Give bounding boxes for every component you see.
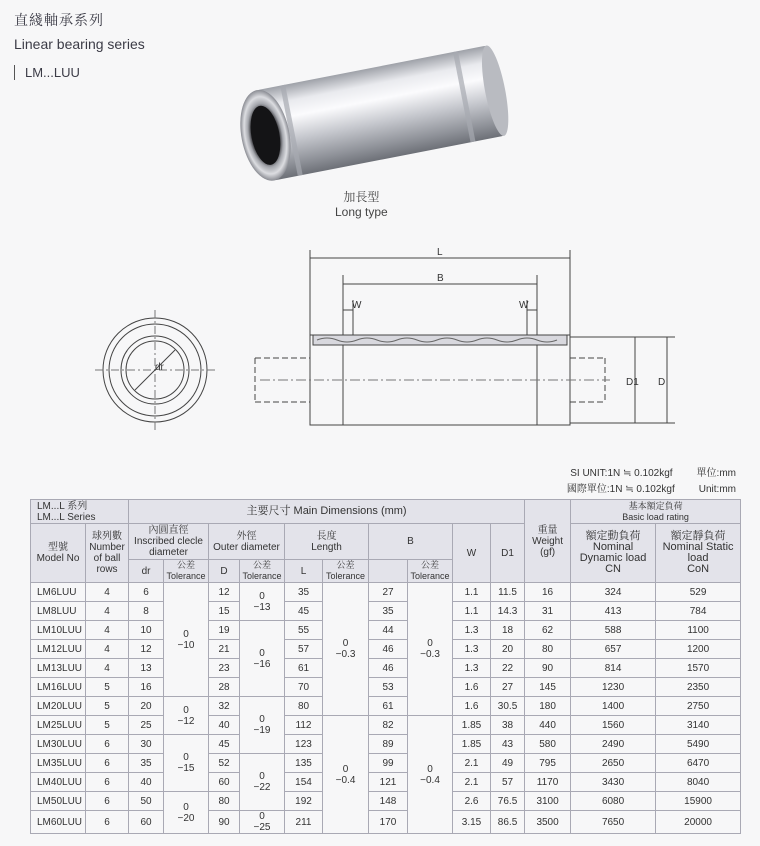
- header-static-load: 額定靜負荷 Nominal Static load CoN: [656, 524, 741, 583]
- tol-inner-2: 0 −12: [164, 697, 209, 735]
- tol-outer-2: 0 −16: [240, 621, 285, 697]
- tol-inner-4: 0 −20: [164, 792, 209, 834]
- header-L: L: [285, 560, 323, 583]
- table-row: LM35LUU 6 35 52 0 −22 135 99 2.1 49 795 2650 6470: [31, 754, 741, 773]
- title-english: Linear bearing series: [14, 36, 145, 52]
- tol-outer-4: 0 −22: [240, 754, 285, 811]
- table-row: LM6LUU 4 6 0 −10 12 0 −13 35 0 −0.3 27 0 −0.3 1.1 11.5 16 324 529: [31, 583, 741, 602]
- technical-drawing: [95, 240, 685, 460]
- dim-W-left-label: W: [352, 300, 362, 311]
- header-dr: dr: [129, 560, 164, 583]
- bearing-photo: [225, 40, 525, 185]
- header-length-tolerance: 公差 Tolerance: [323, 560, 369, 583]
- photo-caption: [335, 190, 388, 220]
- intl-unit-mm: Unit:mm: [698, 484, 736, 495]
- header-inner-tolerance: 公差 Tolerance: [164, 560, 209, 583]
- dim-dr-label: dr: [155, 362, 164, 373]
- header-D1: D1: [491, 524, 525, 583]
- header-length: 長度 Length: [285, 524, 369, 560]
- si-unit-mm: 單位:mm: [696, 468, 736, 479]
- header-B-tolerance: 公差 Tolerance: [408, 560, 453, 583]
- title-chinese: 直綫軸承系列: [14, 12, 104, 28]
- dim-W-right-label: W: [519, 300, 529, 311]
- dim-D-label: D: [658, 377, 666, 388]
- header-model: 型號 Model No: [31, 524, 86, 583]
- table-row: LM40LUU 6 40 60 154 121 2.1 57 1170 3430 8040: [31, 773, 741, 792]
- specification-table: [30, 499, 741, 834]
- table-row: LM20LUU 5 20 0 −12 32 0 −19 80 61 1.6 30.5 180 1400 2750: [31, 697, 741, 716]
- header-basic-load: 基本額定負荷 Basic load rating: [571, 500, 741, 524]
- caption-chinese: 加長型: [343, 190, 380, 204]
- header-outer-diameter: 外徑 Outer diameter: [209, 524, 285, 560]
- header-main-dimensions: 主要尺寸 Main Dimensions (mm): [129, 500, 525, 524]
- unit-notes: [567, 466, 736, 498]
- tol-inner-1: 0 −10: [164, 583, 209, 697]
- tol-B-1: 0 −0.3: [408, 583, 453, 716]
- header-weight: 重量 Weight (gf): [525, 500, 571, 583]
- table-row: LM25LUU 5 25 40 112 0 −0.4 82 0 −0.4 1.85 38 440 1560 3140: [31, 716, 741, 735]
- table-row: LM30LUU 6 30 0 −15 45 123 89 1.85 43 580 2490 5490: [31, 735, 741, 754]
- table-row: LM8LUU 4 8 15 45 35 1.1 14.3 31 413 784: [31, 602, 741, 621]
- header-B: B: [369, 524, 453, 560]
- tol-outer-1: 0 −13: [240, 583, 285, 621]
- caption-english: Long type: [335, 205, 388, 219]
- dim-D1-label: D1: [626, 377, 639, 388]
- header-W: W: [453, 524, 491, 583]
- header-dynamic-load: 額定動負荷 Nominal Dynamic load CN: [571, 524, 656, 583]
- table-row: LM16LUU 5 16 28 70 53 1.6 27 145 1230 2350: [31, 678, 741, 697]
- tol-length-1: 0 −0.3: [323, 583, 369, 716]
- tol-outer-5: 0 −25: [240, 811, 285, 834]
- header-outer-tolerance: 公差 Tolerance: [240, 560, 285, 583]
- tol-length-2: 0 −0.4: [323, 716, 369, 834]
- header-B-blank: [369, 560, 408, 583]
- header-ball-rows: 球列數 Number of ball rows: [86, 524, 129, 583]
- dim-L-label: L: [437, 247, 443, 258]
- header-series: LM...L 系列 LM...L Series: [31, 500, 129, 524]
- table-row: LM13LUU 4 13 23 61 46 1.3 22 90 814 1570: [31, 659, 741, 678]
- si-unit-note: SI UNIT:1N ≒ 0.102kgf: [570, 468, 673, 479]
- tol-inner-3: 0 −15: [164, 735, 209, 792]
- table-row: LM60LUU 6 60 90 0 −25 211 170 3.15 86.5 3500 7650 20000: [31, 811, 741, 834]
- page-header: [14, 8, 145, 80]
- intl-unit-note: 國際單位:1N ≒ 0.102kgf: [566, 484, 675, 495]
- header-D: D: [209, 560, 240, 583]
- header-inner-diameter: 內圓直徑 Inscribed clecle diameter: [129, 524, 209, 560]
- table-row: LM12LUU 4 12 21 57 46 1.3 20 80 657 1200: [31, 640, 741, 659]
- tol-B-2: 0 −0.4: [408, 716, 453, 834]
- series-label: LM...LUU: [14, 65, 145, 80]
- tol-outer-3: 0 −19: [240, 697, 285, 754]
- table-row: LM10LUU 4 10 19 0 −16 55 44 1.3 18 62 588 1100: [31, 621, 741, 640]
- dim-B-label: B: [437, 273, 444, 284]
- table-row: LM50LUU 6 50 0 −20 80 192 148 2.6 76.5 3100 6080 15900: [31, 792, 741, 811]
